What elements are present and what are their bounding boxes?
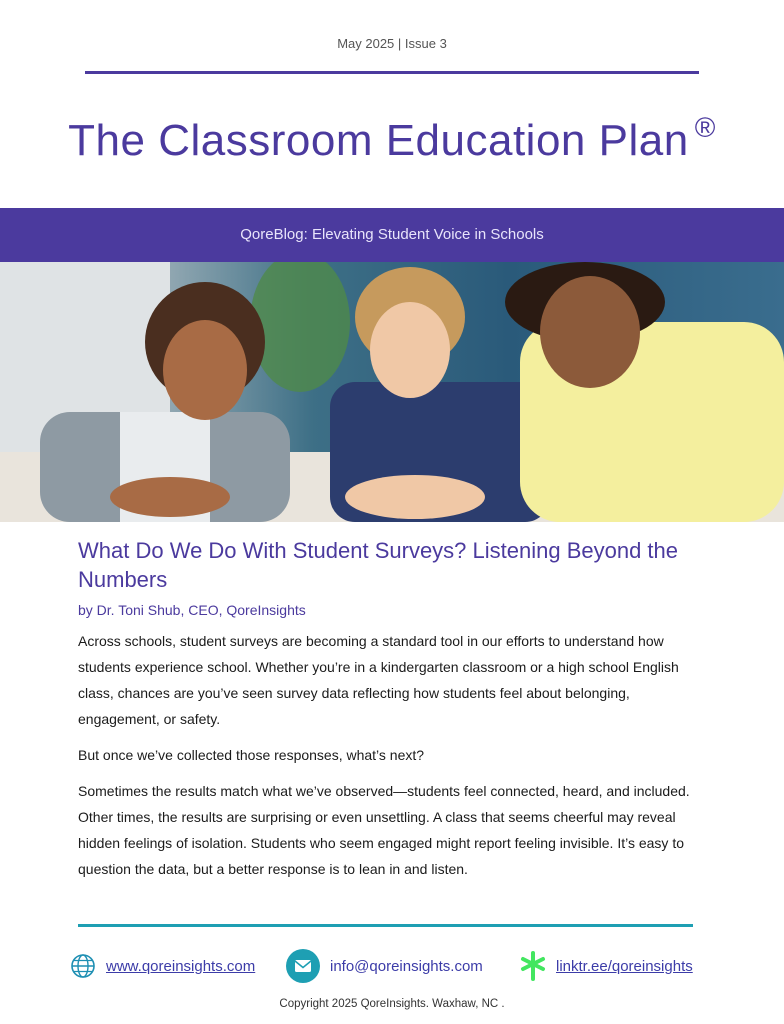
globe-icon (70, 953, 96, 979)
article-paragraph: But once we’ve collected those responses, what’s next? (78, 747, 425, 763)
footer-divider (78, 924, 693, 927)
website-contact[interactable] (70, 948, 255, 984)
contact-footer (70, 948, 710, 984)
article-paragraph: Sometimes the results match what we’ve observed—students feel connected, heard, and included. Other times, the results are surprising or even unsettling. A class that seems cheerful may reveal hidden feelings of isolation. Students who seem engaged might report feeling invisible. It’s easy to question the data, but a better response is to lean in and listen. (78, 783, 690, 877)
header-divider (85, 71, 699, 74)
newsletter-title-text: The Classroom Education Plan (68, 116, 689, 165)
article (78, 536, 702, 892)
newsletter-title (0, 112, 784, 166)
article-headline: What Do We Do With Student Surveys? Listening Beyond the Numbers (78, 538, 679, 592)
registered-mark: ® (694, 112, 716, 143)
linktree-contact[interactable] (520, 948, 693, 984)
copyright: Copyright 2025 QoreInsights. Waxhaw, NC . (279, 998, 505, 1010)
linktree-icon (520, 951, 546, 981)
email-address[interactable]: info@qoreinsights.com (330, 957, 483, 975)
students-illustration (0, 262, 784, 522)
mail-icon (286, 949, 320, 983)
article-byline: by Dr. Toni Shub, CEO, QoreInsights (78, 602, 306, 618)
article-paragraph: Across schools, student surveys are becoming a standard tool in our efforts to understand how students experience school. Whether you’re in a kindergarten classroom or a high school English class, chances are you’ve seen survey data reflecting how students feel about belonging, engagement, or safety. (78, 633, 679, 727)
linktree-link[interactable]: linktr.ee/qoreinsights (556, 957, 693, 975)
students-photo (0, 262, 784, 522)
email-contact[interactable] (286, 948, 483, 984)
issue-date: May 2025 | Issue 3 (337, 36, 447, 51)
blog-banner: QoreBlog: Elevating Student Voice in Schools (0, 208, 784, 262)
website-link[interactable]: www.qoreinsights.com (106, 957, 256, 975)
